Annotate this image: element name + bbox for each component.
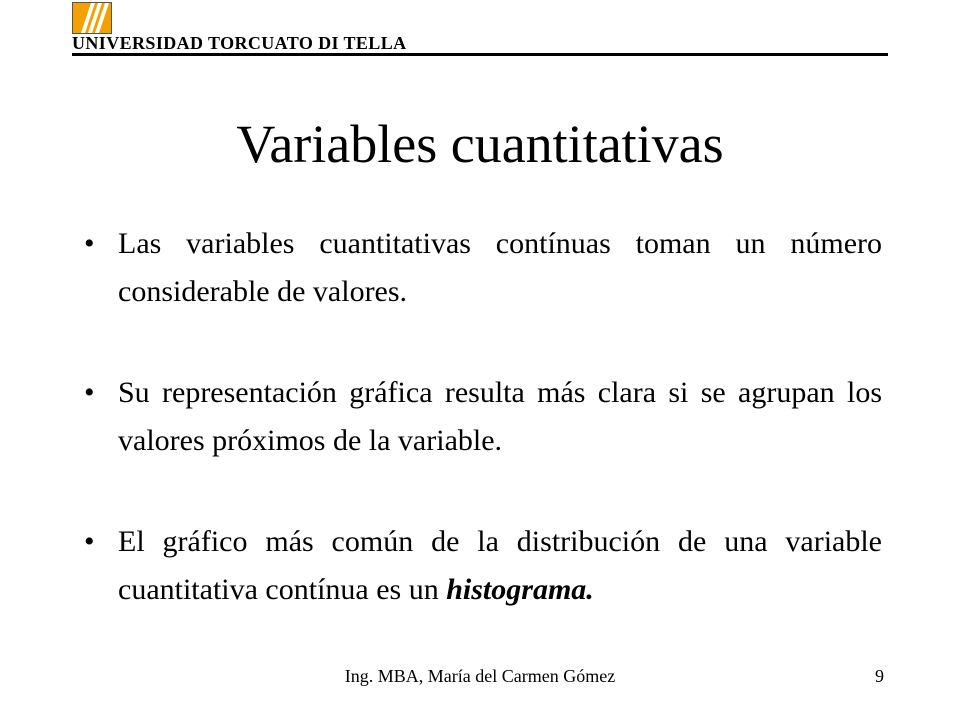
- bullet-item: [84, 369, 882, 465]
- bullet-mark: •: [84, 227, 95, 260]
- footer-author: Ing. MBA, María del Carmen Gómez: [344, 666, 616, 686]
- bullet-mark: •: [84, 525, 95, 558]
- institution-name: UNIVERSIDAD TORCUATO DI TELLA: [72, 33, 407, 53]
- slide-title: Variables cuantitativas: [236, 114, 724, 174]
- header-divider: [72, 53, 888, 56]
- emphasized-term: histograma.: [446, 573, 594, 606]
- page-number: 9: [875, 666, 884, 686]
- bullet-item: [84, 518, 882, 614]
- university-stripes-logo-icon: [73, 3, 111, 33]
- bullet-list: [84, 220, 882, 614]
- bullet-text: Su representación gráfica resulta más clara si se agrupan los valores próximos de la variable.: [118, 376, 882, 457]
- university-logo: [72, 2, 112, 34]
- bullet-text: Las variables cuantitativas contínuas toman un número considerable de valores.: [118, 227, 882, 308]
- bullet-mark: •: [84, 376, 95, 409]
- bullet-text: El gráfico más común de la distribución de una variable cuantitativa contínua es un: [118, 525, 882, 606]
- bullet-item: [84, 220, 882, 316]
